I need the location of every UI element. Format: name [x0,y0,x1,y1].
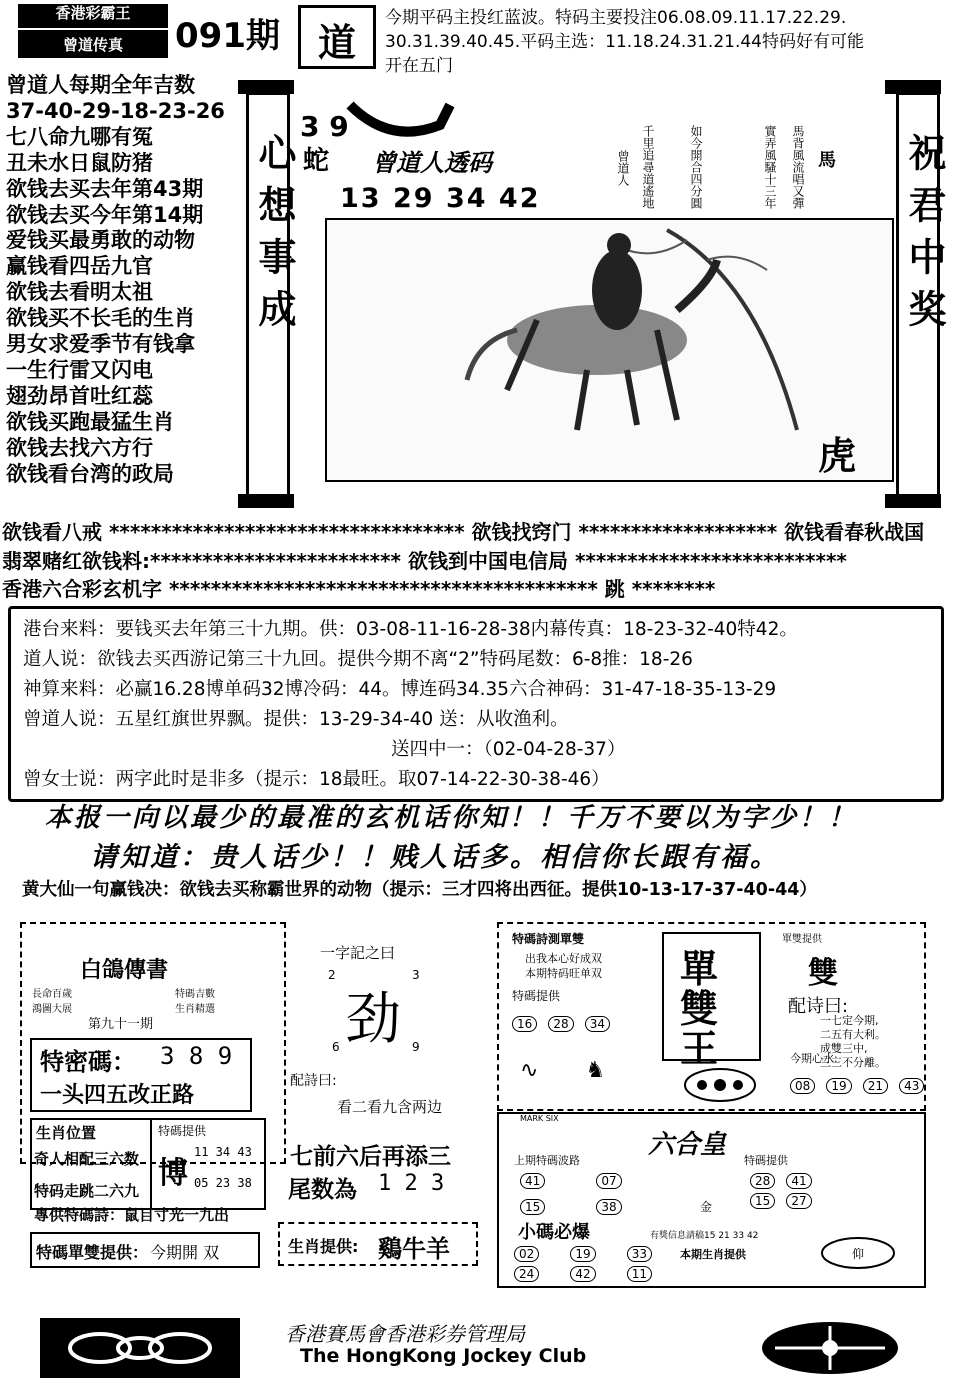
ds-nums [512,1013,616,1032]
list-item: 翅劲昂首吐红蕊 [6,383,153,408]
tema-tigong: 特碼提供 [158,1124,207,1138]
list-item: 一生行雷又闪电 [6,357,153,382]
left-scroll-bottom-rod [238,494,294,508]
masthead [18,4,168,58]
qian-line: 七前六后再添三 [290,1144,451,1170]
dansh-value: 今期開 双 [150,1243,220,1262]
ds-title: 特碼詩測單雙 [512,932,585,946]
footer-org-en: The HongKong Jockey Club [300,1345,587,1367]
yizi-n2: 2 [328,968,336,982]
right-scroll-text: 祝君中奖 [902,133,946,341]
info-box [8,606,944,802]
tema-num: 28 [750,1173,775,1189]
zodiac-snake: 蛇 [303,146,330,176]
issue-number: 091期 [175,16,280,56]
poem-col-4: 千里追尋道遙地 [641,125,655,209]
masthead-line2: 曾道传真 [18,28,168,54]
tema-value: 3 8 9 [160,1042,233,1070]
liuhe-bo-row2 [520,1196,628,1215]
poem-col-2: 實弄風騷十三年 [763,125,777,209]
yizi-sx-label: 生肖提供: [288,1237,359,1256]
yizi-char: 劲 [345,987,401,1052]
slogan-1: 本报一向以最少的最准的玄机话你知！！千万不要以为字少！！ [45,803,858,833]
list-item: 欲钱去看明太祖 [6,280,153,305]
info-line-4: 曾道人说：五星红旗世界飘。提供：13-29-34-40 送：从收渔利。 [23,709,569,730]
yizi-sx: 鷄牛羊 [378,1235,450,1263]
liuhe-title: 六合皇 [648,1130,727,1160]
info-line-1: 港台来料：要钱买去年第三十九期。供：03-08-11-16-28-38内幕传真：18-23-32-40特42。 [23,619,798,640]
mark-six-top: MARK SIX [520,1114,559,1123]
liuhe-sx-label: 本期生肖提供 [680,1248,746,1261]
ds-num: 28 [548,1016,573,1032]
info-line-5: 送四中一：（02-04-28-37） [391,739,626,760]
list-item: 曾道人每期全年吉数 [6,73,195,97]
liuhe-tema-row2 [750,1190,818,1209]
header-line3: 开在五门 [385,56,453,76]
yizi-poem-label: 配詩曰: [290,1073,337,1089]
zodiac-tiger: 虎 [818,434,857,478]
zengdao-logo [298,5,376,69]
ds-poem-4: 三三不分離。 [820,1056,886,1069]
slogan-2: 请知道：贵人话少！！贱人话多。相信你长跟有福。 [90,842,780,873]
xin-num: 19 [826,1078,851,1094]
horse-rider-illustration [325,218,894,482]
tema-num: 15 [750,1193,775,1209]
logo-glyph: 道 [317,20,356,65]
xiao-num: 11 [627,1266,652,1282]
footer-org: 香港賽馬會香港彩券管理局 [285,1322,525,1346]
info-line-2: 道人说：欲钱去买西游记第三十九回。提供今期不离“2”特码尾数：6-8推：18-26 [23,649,693,670]
left-scroll-text: 心想事成 [252,133,296,341]
right-scroll-bottom-rod [885,494,941,508]
xiao-num: 42 [570,1266,595,1282]
money-line-3: 香港六合彩玄机字 ***************************************** 跳 ******** [2,577,716,601]
big-wang: 王 [680,1027,719,1071]
big-dan: 單 [680,947,719,991]
ds-xin-nums [790,1075,930,1094]
sx-line2: 特码走跳二六九 [34,1182,140,1200]
rider-drawing [327,220,892,480]
tema-label: 特密碼： [40,1048,136,1076]
list-item: 欲钱买跑最猛生肖 [6,409,174,434]
flower-ornament [680,1065,760,1105]
money-line-1: 欲钱看八戒 ********************************** 欲钱找窍门 ******************* 欲钱看春秋战国 [2,520,925,544]
wei-label: 尾数為 [288,1177,357,1203]
ds-poem-label: 配诗曰: [788,996,849,1017]
baige-issue: 第九十一期 [88,1017,154,1032]
liuhe-tema-title: 特碼提供 [744,1154,788,1167]
bo-num: 41 [520,1173,545,1189]
horse-char: 馬 [818,150,836,171]
xiao-num: 24 [514,1266,539,1282]
bo-num: 07 [596,1173,621,1189]
baige-side-right: 特碼吉數 生肖精選 [175,989,215,1015]
liuhe-tema-row1 [750,1170,818,1189]
snake-icon: ∿ [520,1058,539,1083]
hkjc-emblem-icon [755,1318,905,1378]
bo-nums-2: 05 23 38 [194,1176,252,1190]
jin-char: 金 [700,1200,713,1214]
bo-char: 博 [158,1156,188,1191]
sx-title: 生肖位置 [36,1124,97,1142]
toumа-title: 曾道人透码 [372,148,492,177]
footer-logo-right [755,1318,905,1378]
sx-line1: 奇人相配三六数 [34,1150,140,1168]
list-item: 欲钱看台湾的政局 [6,461,174,486]
dansh-label: 特碼單雙提供： [36,1243,149,1262]
liuhe-bo-row1 [520,1170,628,1189]
masthead-line1: 香港彩霸王 [55,4,131,22]
yizi-n9: 9 [412,1040,420,1054]
list-item: 七八命九哪有冤 [6,124,153,149]
huang-line: 黄大仙一句赢钱决：欲钱去买称霸世界的动物（提示：三才四将出西征。提供10-13-17-37-40-44） [22,880,817,900]
ds-poem-1: 一七定今期, [820,1014,879,1027]
xiao-num: 19 [570,1246,595,1262]
bo-nums-1: 11 34 43 [194,1145,252,1159]
ds-xinshui: 今期心水: [790,1052,838,1065]
ds-reply-label: 單雙提供 [782,934,822,945]
header-line2: 30.31.39.40.45.平码主选：11.18.24.31.21.44特码好有可能 [385,32,864,52]
yizi-poem: 看二看九含两边 [337,1098,443,1116]
baige-side-left: 長命百歲 鴻圖大展 [32,989,72,1015]
poem-col-3: 如今開合四分圓 [689,125,703,209]
xiao-title: 小碼必爆 [518,1222,590,1243]
zodiac-number: 3 9 [300,110,349,143]
list-item: 男女求爱季节有钱拿 [6,332,195,357]
yizi-n6: 6 [332,1040,340,1054]
baige-title: 白鴿傳書 [80,957,169,983]
right-scroll [896,92,946,503]
xiao-row1 [514,1243,658,1262]
xin-num: 21 [863,1078,888,1094]
info-line-3: 神算来料：必赢16.28博单码32博冷码：44。博连码34.35六合神码：31-47-18-35-13-29 [23,679,777,700]
xin-num: 43 [899,1078,924,1094]
left-scroll [246,92,296,503]
xiao-row2 [514,1263,658,1282]
list-item: 赢钱看四岳九官 [6,254,153,279]
bo-num: 15 [520,1199,545,1215]
zhuan-line: 專供特碼詩：鼠目寸光一九出 [34,1206,230,1224]
list-item: 欲钱去找六方行 [6,435,153,460]
header-line1: 今期平码主投红蓝波。特码主要投注06.08.09.11.17.22.29. [385,8,847,28]
xiao-num: 33 [627,1246,652,1262]
list-item: 欲钱去买去年第43期 [6,176,204,201]
ds-reply: 雙 [808,956,838,991]
list-item: 欲钱买不长毛的生肖 [6,306,195,331]
xin-num: 08 [790,1078,815,1094]
liuhe-note: 有獎信息請稿15 21 33 42 [650,1231,759,1241]
svg-text:仰: 仰 [851,1247,865,1261]
list-item: 37-40-29-18-23-26 [6,98,225,123]
poem-col-1: 馬背風流唱又彈 [791,125,805,209]
wei-value: 1 2 3 [378,1171,445,1196]
ds-tigong: 特碼提供 [512,989,561,1003]
logo-seal [818,1236,898,1270]
header-announcement [385,6,945,78]
ds-line2: 本期特码旺单双 [525,967,602,980]
list-item: 爱钱买最勇敢的动物 [6,228,195,253]
info-line-6: 曾女士说：两字此时是非多（提示：18最旺。取07-14-22-30-38-46） [23,769,610,790]
bo-title: 上期特碼波路 [514,1154,580,1167]
ds-num: 34 [585,1016,610,1032]
footer-logo-left [40,1318,240,1378]
road-text: 一头四五改正路 [40,1083,195,1108]
xiao-num: 02 [514,1246,539,1262]
list-item: 丑未水日鼠防猪 [6,150,153,175]
ds-line1: 出我本心好成双 [525,952,602,965]
ds-poem-3: 成雙三中, [820,1042,868,1055]
knot-emblem-icon [40,1318,240,1378]
ds-num: 16 [512,1016,537,1032]
poem-signature: 曾道人 [616,150,630,186]
tema-num: 27 [786,1193,811,1209]
money-line-2: 翡翠赌红欲钱料:************************ 欲钱到中国电信局 ************************** [2,549,847,573]
tema-num: 41 [786,1173,811,1189]
yizi-n3: 3 [412,968,420,982]
ds-poem-2: 二五有大利。 [820,1028,886,1041]
ds-zodiac-icons [520,1058,605,1083]
bo-num: 38 [596,1199,621,1215]
big-shuang: 雙 [680,987,719,1031]
horse-icon: ♞ [585,1058,606,1083]
list-item: 欲钱去买今年第14期 [6,202,204,227]
touma-numbers: 13 29 34 42 [340,183,541,214]
left-riddle-list [6,73,244,488]
yizi-title: 一字記之曰 [320,944,396,962]
